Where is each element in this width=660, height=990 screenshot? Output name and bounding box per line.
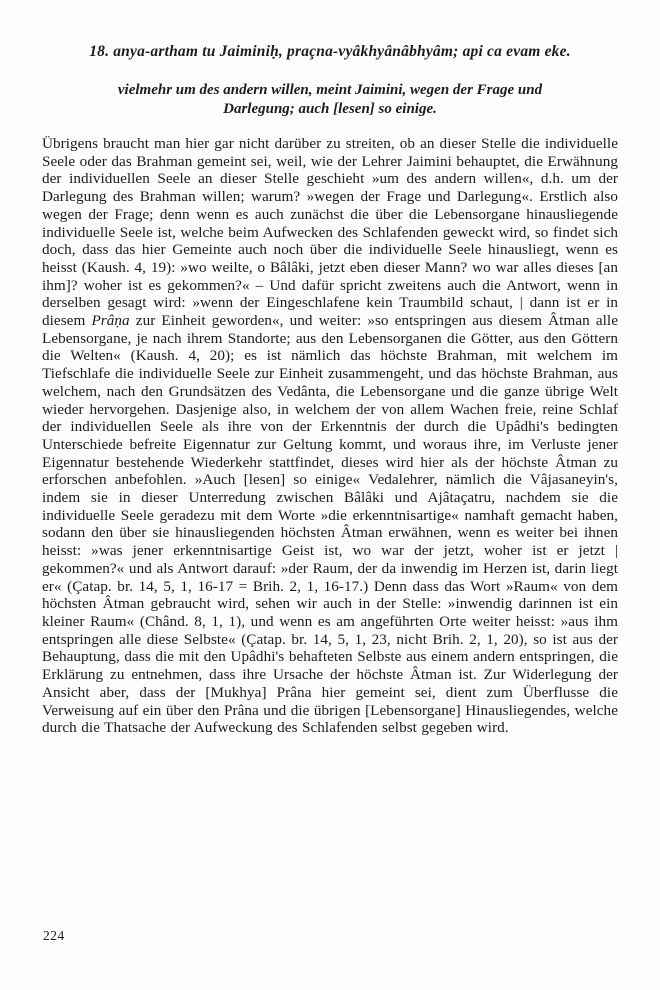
sutra-heading: 18. anya-artham tu Jaiminiḥ, praçna-vyâkhyânâbhyâm; api ca evam eke. bbox=[89, 43, 571, 60]
translation-line-1: vielmehr um des andern willen, meint Jaimini, wegen der Frage und bbox=[117, 82, 543, 98]
translation-line-2: Darlegung; auch [lesen] so einige. bbox=[223, 101, 437, 117]
translation-heading bbox=[60, 81, 600, 119]
page-number: 224 bbox=[43, 928, 65, 943]
body-paragraph: Übrigens braucht man hier gar nicht darüber zu streiten, ob an dieser Stelle die individuelle Seele oder das Brahman gemeint sei, weil, wie der Lehrer Jaimini behauptet, die Erwähnung der individuellen Seele an dieser Stelle geschieht »um des andern willen«, d.h. um der Darlegung des Brahman willen; warum? »wegen der Frage und Darlegung«. Erstlich also wegen der Frage; denn wenn es auch zunächst die über die Lebensorgane hinausliegende individuelle Seele ist, welche beim Aufwecken des Schlafenden geweckt wird, so findet sich doch, dass das hier Gemeinte auch noch über die individuelle Seele hinausliegt, wenn es heisst (Kaush. 4, 19): »wo weilte, o Bâlâki, jetzt eben dieser Mann? wo war alles dieses [an ihm]? woher ist es gekommen?« – Und dafür spricht zweitens auch die Antwort, wenn in derselben gesagt wird: »wenn der Eingeschlafene kein Traumbild schaut, | dann ist er in diesem Prâṇa zur Einheit geworden«, und weiter: »so entspringen aus diesem Âtman alle Lebensorgane, je nach ihrem Standorte; aus den Lebensorganen die Götter, aus den Göttern die Welten« (Kaush. 4, 20); es ist nämlich das höchste Brahman, mit welchem im Tiefschlafe die individuelle Seele zur Einheit zusammengeht, und das höchste Brahman, aus welchem, nach den Grundsätzen des Vedânta, die Lebensorgane und die ganze übrige Welt wieder hervorgehen. Dasjenige also, in welchem der von allem Wachen freie, reine Schlaf der individuellen Seele als ihre von der Erkenntnis der durch die Upâdhi's bedingten Unterschiede befreite Eigennatur zur Geltung kommt, und woraus ihre, im Verluste jener Eigennatur bestehende Wiederkehr stattfindet, dieses wird hier als der höchste Âtman zu erforschen anbefohlen. »Auch [lesen] so einige« Vedalehrer, nämlich die Vâjasaneyin's, indem sie in dieser Unterredung zwischen Bâlâki und Ajâtaçatru, nachdem sie die individuelle Seele geradezu mit dem Worte »die erkenntnisartige« namhaft gemacht haben, sodann den über sie hinausliegenden höchsten Âtman erwähnen, wenn es weiter bei ihnen heisst: »was jener erkenntnisartige Geist ist, wo war der jetzt, woher ist er jetzt | gekommen?« und als Antwort darauf: »der Raum, der da inwendig im Herzen ist, darin liegt er« (Çatap. br. 14, 5, 1, 16-17 = Brih. 2, 1, 16-17.) Denn dass das Wort »Raum« von dem höchsten Âtman gebraucht wird, sehen wir auch in der Stelle: »inwendig darinnen ist ein kleiner Raum« (Chând. 8, 1, 1), und wenn es am angeführten Orte weiter heisst: »aus ihm entspringen alle diese Selbste« (Çatap. br. 14, 5, 1, 23, nicht Brih. 2, 1, 20), so ist aus der Behauptung, dass die mit den Upâdhi's behafteten Selbste aus einem andern entspringen, die Erklärung zu entnehmen, dass ihre Ursache der höchste Âtman ist. Zur Widerlegung der Ansicht aber, dass der [Mukhya] Prâna hier gemeint sei, dient zum Überflusse die Verweisung auf ein über den Prâna und die übrigen [Lebensorgane] Hinausliegendes, welche durch die Thatsache der Aufweckung des Schlafenden selbst gegeben wird. bbox=[42, 135, 618, 737]
